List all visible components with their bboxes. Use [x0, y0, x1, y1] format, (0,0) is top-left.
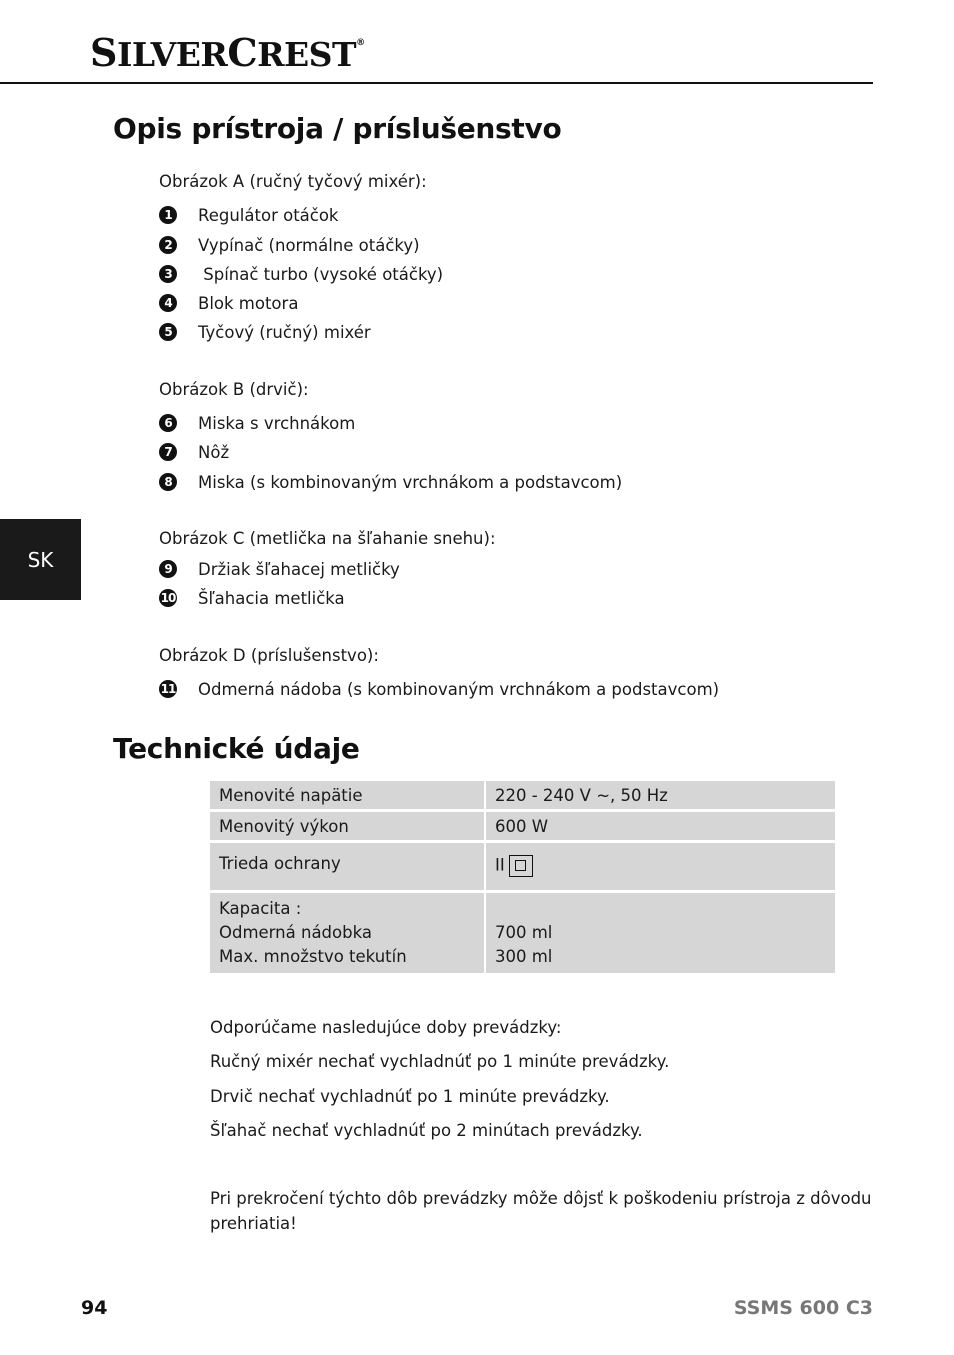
header-rule: [0, 82, 873, 84]
table-cell-label: Menovitý výkon: [210, 812, 484, 840]
section-title-technical-data: Technické údaje: [113, 732, 360, 765]
number-badge-icon: 8: [159, 473, 177, 491]
table-row: [210, 893, 835, 973]
list-item-label: Spínač turbo (vysoké otáčky): [198, 264, 444, 284]
warning-text: prehriatia!: [210, 1214, 297, 1233]
group-a-heading: Obrázok A (ručný tyčový mixér):: [159, 172, 427, 191]
table-cell-label: Trieda ochrany: [210, 843, 484, 890]
table-row: [210, 781, 835, 809]
number-badge-icon: 11: [160, 682, 176, 696]
list-item-label: Regulátor otáčok: [198, 205, 339, 225]
note-text: Šľahač nechať vychladnúť po 2 minútach prevádzky.: [210, 1121, 643, 1140]
number-badge-icon: 10: [160, 591, 176, 605]
number-badge-icon: 3: [159, 265, 177, 283]
list-item: [159, 588, 345, 608]
table-cell-value: [486, 843, 835, 890]
list-item-label: Vypínač (normálne otáčky): [198, 235, 420, 255]
technical-data-table: [208, 778, 837, 976]
language-tab: SK: [0, 519, 81, 600]
list-item: [159, 472, 622, 492]
model-name: SSMS 600 C3: [733, 1297, 873, 1319]
brand-logo: SILVERCREST®: [90, 30, 365, 75]
list-item: [159, 322, 371, 342]
capacity-value: 300 ml: [495, 947, 553, 966]
number-badge-icon: 2: [159, 236, 177, 254]
list-item: [159, 235, 420, 255]
capacity-value: 700 ml: [495, 923, 553, 942]
group-d-heading: Obrázok D (príslušenstvo):: [159, 646, 379, 665]
note-text: Odporúčame nasledujúce doby prevádzky:: [210, 1018, 562, 1037]
list-item-label: Blok motora: [198, 293, 299, 313]
number-badge-icon: 9: [159, 560, 177, 578]
table-cell-label: Menovité napätie: [210, 781, 484, 809]
list-item-label: Odmerná nádoba (s kombinovaným vrchnákom a podstavcom): [198, 679, 720, 699]
table-cell-label: [210, 893, 484, 973]
capacity-label: Kapacita :: [219, 899, 302, 918]
list-item-label: Miska s vrchnákom: [198, 413, 356, 433]
note-text: Drvič nechať vychladnúť po 1 minúte prevádzky.: [210, 1087, 610, 1106]
list-item: [159, 559, 400, 579]
protection-class-text: II: [495, 855, 505, 875]
list-item: [159, 205, 339, 225]
table-row: [210, 812, 835, 840]
number-badge-icon: 6: [159, 414, 177, 432]
list-item: [159, 264, 443, 284]
registered-mark: ®: [356, 38, 365, 48]
group-b-heading: Obrázok B (drvič):: [159, 380, 309, 399]
list-item: [159, 679, 719, 699]
capacity-value: [495, 897, 826, 921]
list-item-label: Držiak šľahacej metličky: [198, 559, 400, 579]
number-badge-icon: 4: [159, 294, 177, 312]
table-cell-value: [486, 893, 835, 973]
page-number: 94: [81, 1297, 108, 1319]
table-row: [210, 843, 835, 890]
section-title-description: Opis prístroja / príslušenstvo: [113, 112, 562, 145]
list-item-label: Šľahacia metlička: [198, 588, 345, 608]
group-c-heading: Obrázok C (metlička na šľahanie snehu):: [159, 529, 496, 548]
number-badge-icon: 7: [159, 443, 177, 461]
number-badge-icon: 1: [159, 206, 177, 224]
table-cell-value: 220 - 240 V ~, 50 Hz: [486, 781, 835, 809]
protection-class-ii-icon: [509, 855, 533, 877]
list-item: [159, 442, 229, 462]
list-item: [159, 293, 298, 313]
capacity-label: Odmerná nádobka: [219, 923, 372, 942]
list-item-label: Miska (s kombinovaným vrchnákom a podstavcom): [198, 472, 623, 492]
warning-text: Pri prekročení týchto dôb prevádzky môže dôjsť k poškodeniu prístroja z dôvodu: [210, 1189, 872, 1208]
number-badge-icon: 5: [159, 323, 177, 341]
note-text: Ručný mixér nechať vychladnúť po 1 minúte prevádzky.: [210, 1052, 670, 1071]
list-item: [159, 413, 355, 433]
table-cell-value: 600 W: [486, 812, 835, 840]
capacity-label: Max. množstvo tekutín: [219, 947, 407, 966]
list-item-label: Nôž: [198, 442, 230, 462]
list-item-label: Tyčový (ručný) mixér: [198, 322, 371, 342]
